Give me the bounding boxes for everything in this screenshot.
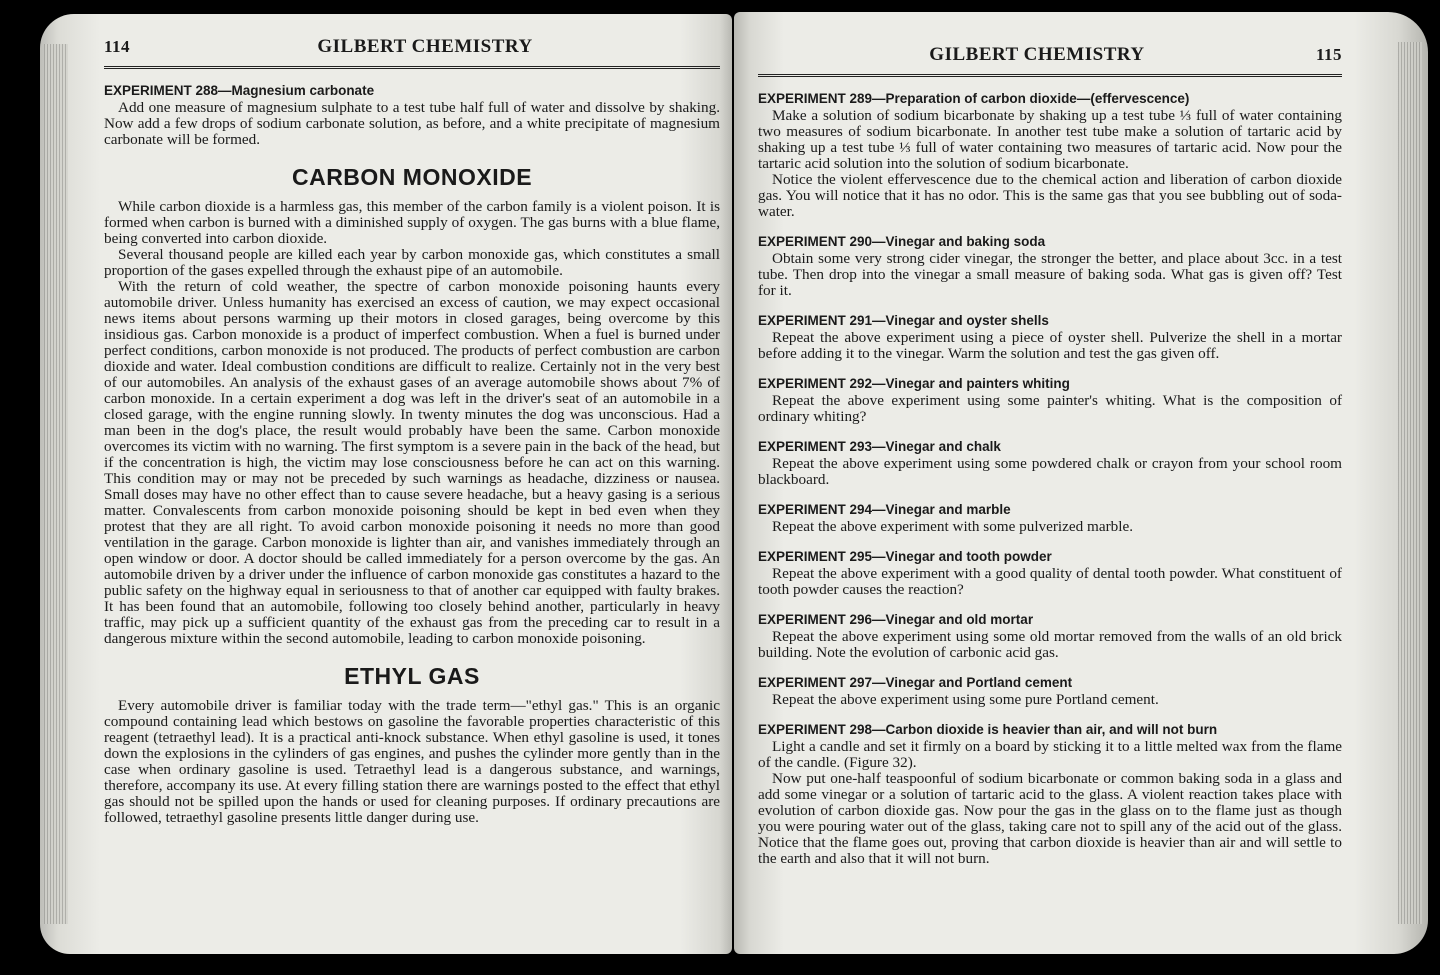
experiment-289	[758, 91, 1342, 220]
page-number-right: 115	[1315, 45, 1342, 64]
left-running-head	[104, 36, 720, 69]
experiment-heading: EXPERIMENT 298—Carbon dioxide is heavier than air, and will not burn	[758, 722, 1218, 737]
experiment-293	[758, 439, 1342, 488]
experiment-heading: EXPERIMENT 295—Vinegar and tooth powder	[758, 549, 1052, 564]
paragraph: Now put one-half teaspoonful of sodium bicarbonate or common baking soda in a glass and add some vinegar or a solution of tartaric acid to the glass. A violent reaction takes place with evolution of carbon dioxide gas. Now pour the gas in the glass on to the flame just as though you were pouring water out of the glass, taking care not to spill any of the acid out of the glass. Notice that the flame goes out, proving that carbon dioxide is heavier than air and will settle to the earth and also that it will not burn.	[758, 770, 1342, 867]
section-title: CARBON MONOXIDE	[291, 164, 533, 190]
paragraph: Repeat the above experiment with some pulverized marble.	[772, 518, 1133, 535]
left-page-content	[104, 36, 720, 826]
page-number-left: 114	[104, 37, 131, 56]
paragraph: Several thousand people are killed each year by carbon monoxide gas, which constitutes a small proportion of the gases expelled through the exhaust pipe of an automobile.	[104, 246, 720, 279]
page-edge-right	[1398, 42, 1422, 924]
experiment-heading: EXPERIMENT 290—Vinegar and baking soda	[758, 234, 1046, 249]
running-title-left: GILBERT CHEMISTRY	[317, 36, 533, 57]
paragraph: Repeat the above experiment using some painter's whiting. What is the composition of ordinary whiting?	[758, 392, 1342, 425]
experiment-heading: EXPERIMENT 288—Magnesium carbonate	[104, 83, 375, 98]
experiment-heading: EXPERIMENT 294—Vinegar and marble	[758, 502, 1011, 517]
paragraph: Every automobile driver is familiar today with the trade term—"ethyl gas." This is an organic compound containing lead which bestows on gasoline the favorable properties characteristic of this reagent (tetraethyl lead). It is a practical anti-knock substance. When ethyl gasoline is used, it tones down the explosions in the cylinders of gas engines, and pushes the cylinder more gently than in the case when ordinary gasoline is used. Tetraethyl lead is a dangerous substance, and warnings, therefore, accompany its use. At every filling station there are warnings posted to the effect that ethyl gas should not be spilled upon the hands or used for cleaning purposes. If ordinary precautions are followed, tetraethyl gasoline presents little danger during use.	[104, 697, 720, 826]
experiment-291	[758, 313, 1342, 362]
experiment-heading: EXPERIMENT 292—Vinegar and painters whiting	[758, 376, 1070, 391]
paragraph: Make a solution of sodium bicarbonate by shaking up a test tube ⅓ full of water containing two measures of sodium bicarbonate. In another test tube make a solution of tartaric acid by shaking up a test tube ⅓ full of water containing two measures of tartaric acid. Now pour the tartaric acid solution into the solution of sodium bicarbonate.	[758, 107, 1342, 172]
experiment-295	[758, 549, 1342, 598]
paragraph: Repeat the above experiment using some old mortar removed from the walls of an old brick building. Note the evolution of carbonic acid gas.	[758, 628, 1342, 661]
experiment-298	[758, 722, 1342, 867]
paragraph: With the return of cold weather, the spectre of carbon monoxide poisoning haunts every automobile driver. Unless humanity has exercised an excess of caution, we may expect occasional news items about persons warming up their motors in closed garages, being overcome by this insidious gas. Carbon monoxide is a product of imperfect combustion. When a fuel is burned under perfect conditions, carbon monoxide is not produced. The products of perfect combustion are carbon dioxide and water. Ideal combustion conditions are difficult to realize. Certainly not in the very best of our automobiles. An analysis of the exhaust gases of an average automobile shows about 7% of carbon monoxide. In a certain experiment a dog was left in the driver's seat of an automobile in a closed garage, with the engine running slowly. In twenty minutes the dog was unconscious. Had a man been in the dog's place, the result would probably have been the same. Carbon monoxide overcomes its victim with no warning. The first symptom is a severe pain in the back of the head, but if the concentration is high, the victim may lose consciousness before he can act on this warning. This condition may or may not be preceded by such warnings as headache, dizziness or nausea. Small doses may have no other effect than to cause severe headache, but a heavy gasing is a serious matter. Convalescents from carbon monoxide poisoning should be kept in bed even when they protest that they are all right. To avoid carbon monoxide poisoning it needs no more than good ventilation in the garage. Carbon monoxide is lighter than air, and vanishes immediately through an open window or door. A doctor should be called immediately for a person overcome by the gas. An automobile driven by a driver under the influence of carbon monoxide gas constitutes a hazard to the public safety on the highway equal in seriousness to that of another car equipped with faulty brakes. It has been found that an automobile, following too closely behind another, particularly in heavy traffic, may pick up a sufficient quantity of the exhaust gas from the preceding car to result in a dangerous mixture within the second automobile, leading to carbon monoxide poisoning.	[104, 278, 720, 647]
experiment-heading: EXPERIMENT 291—Vinegar and oyster shells	[758, 313, 1049, 328]
running-title-right: GILBERT CHEMISTRY	[929, 44, 1145, 65]
paragraph: Light a candle and set it firmly on a board by sticking it to a little melted wax from the flame of the candle. (Figure 32).	[758, 738, 1342, 771]
page-edge-left	[44, 44, 68, 924]
experiment-294	[758, 502, 1342, 535]
experiment-296	[758, 612, 1342, 661]
experiment-heading: EXPERIMENT 297—Vinegar and Portland cement	[758, 675, 1073, 690]
paragraph: Repeat the above experiment using some pure Portland cement.	[772, 691, 1159, 708]
experiment-292	[758, 376, 1342, 425]
experiment-heading: EXPERIMENT 289—Preparation of carbon dioxide—(effervescence)	[758, 91, 1190, 106]
experiment-297	[758, 675, 1342, 708]
paragraph: Notice the violent effervescence due to the chemical action and liberation of carbon dioxide gas. You will notice that it has no odor. This is the same gas that you see bubbling out of soda-water.	[758, 171, 1342, 220]
paragraph: Repeat the above experiment using some powdered chalk or crayon from your school room blackboard.	[758, 455, 1342, 488]
paragraph: While carbon dioxide is a harmless gas, this member of the carbon family is a violent poison. It is formed when carbon is burned with a diminished supply of oxygen. The gas burns with a blue flame, being converted into carbon dioxide.	[104, 198, 720, 247]
right-page-content	[758, 44, 1342, 867]
experiment-text: Add one measure of magnesium sulphate to a test tube half full of water and dissolve by shaking. Now add a few drops of sodium carbonate solution, as before, and a white precipitate of magnesium carbonate will be formed.	[104, 99, 720, 148]
paragraph: Repeat the above experiment with a good quality of dental tooth powder. What constituent of tooth powder causes the reaction?	[758, 565, 1342, 598]
paragraph: Repeat the above experiment using a piece of oyster shell. Pulverize the shell in a mortar before adding it to the vinegar. Warm the solution and test the gas given off.	[758, 329, 1342, 362]
experiment-heading: EXPERIMENT 296—Vinegar and old mortar	[758, 612, 1034, 627]
paragraph: Obtain some very strong cider vinegar, the stronger the better, and place about 3cc. in a test tube. Then drop into the vinegar a small measure of baking soda. What gas is given off? Test for it.	[758, 250, 1342, 299]
section-title: ETHYL GAS	[344, 663, 480, 689]
experiment-290	[758, 234, 1342, 299]
experiment-heading: EXPERIMENT 293—Vinegar and chalk	[758, 439, 1001, 454]
right-running-head	[758, 44, 1342, 77]
experiment-288	[104, 83, 720, 148]
section-carbon-monoxide	[104, 164, 720, 647]
section-ethyl-gas	[104, 663, 720, 826]
